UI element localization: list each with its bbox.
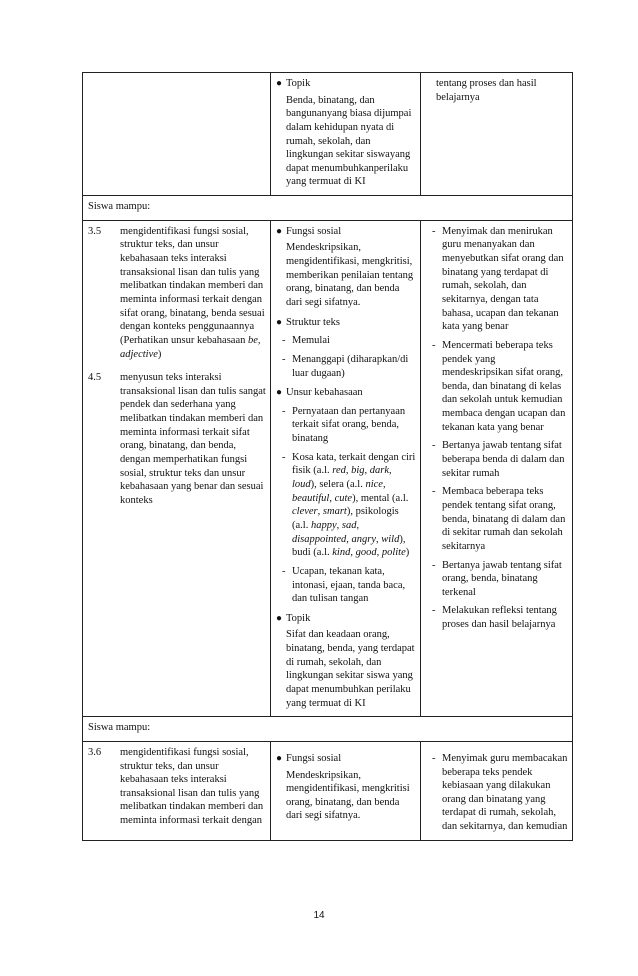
list-item: Pernyataan dan pertanyaan terkait sifat orang, benda, binatang [292, 405, 406, 445]
dash-icon: - [432, 339, 436, 351]
dash-icon: - [432, 225, 436, 237]
table-row [83, 741, 573, 840]
bullet-icon: ● [276, 612, 283, 624]
dash-icon: - [432, 486, 436, 498]
dash-icon: - [282, 353, 286, 365]
list-item: Membaca beberapa teks pendek tentang sifat orang, benda, binatang di dalam dan di sekitar rumah dan sekolah sekitarnya [442, 486, 566, 552]
unsur-title: Unsur kebahasaan [286, 387, 363, 399]
topik-body: Benda, binatang, dan bangunanyang biasa dijumpai dalam kehidupan nyata di rumah, sekolah, dan lingkungan sekitar siswayang dapat menumbuhkanperilaku yang termuat di KI [286, 94, 412, 188]
list-item: Bertanya jawab tentang sifat beberapa benda di dalam dan sekitar rumah [442, 440, 565, 479]
topik-title: Topik [286, 612, 311, 624]
fungsi-title: Fungsi sosial [286, 225, 342, 237]
kd-number: 3.6 [88, 746, 102, 758]
kd-text: menyusun teks interaksi transaksional lisan dan tulis sangat pendek dan sederhana yang melibatkan tindakan memberi dan meminta informasi terkait sifat orang, binatang, dan benda, dengan memperhatikan fungsi sosial, struktur teks dan unsur kebahasaan yang benar dan sesuai konteks [120, 372, 266, 506]
kegiatan-text: tentang proses dan hasil belajarnya [436, 78, 537, 103]
table-row [83, 73, 573, 196]
page-number: 14 [313, 910, 325, 921]
kegiatan-cell [421, 741, 573, 840]
kd-text: mengidentifikasi fungsi sosial, struktur teks, dan unsur kebahasaan teks interaksi transaksional lisan dan tulis yang melibatkan tindakan memberi dan meminta informasi terkait dengan [120, 746, 264, 827]
bullet-icon: ● [276, 78, 283, 89]
list-item: Menanggapi (diharapkan/di luar dugaan) [292, 353, 409, 379]
dash-icon: - [282, 565, 286, 577]
list-item: Ucapan, tekanan kata, intonasi, ejaan, tanda baca, dan tulisan tangan [292, 565, 406, 605]
materi-cell [271, 73, 421, 196]
topik-body: Sifat dan keadaan orang, binatang, benda, yang terdapat di rumah, sekolah, dan lingkungan sekitar siswa yang dapat menumbuhkan perilaku yang termuat di KI [286, 629, 415, 709]
kd-item [88, 225, 266, 361]
list-item: Mencermati beberapa teks pendek yang mendeskripsikan sifat orang, benda, dan binatang di kelas dan sekolah untuk kemudian membaca dengan ucapan dan tekanan kata yang benar [442, 339, 566, 433]
kd-cell [83, 220, 271, 717]
list-item: Memulai [292, 335, 330, 347]
kd-item [88, 371, 266, 507]
list-item: Menyimak guru membacakan beberapa teks pendek kebiasaan yang dilakukan orang dan binatang yang terdapat di rumah, sekolah, dan sekitarnya, dan kemudian [442, 752, 568, 833]
kegiatan-cell [421, 220, 573, 717]
list-item: Bertanya jawab tentang sifat orang, benda, binatang terkenal [442, 559, 562, 598]
materi-cell [271, 741, 421, 840]
kd-text: mengidentifikasi fungsi sosial, struktur teks, dan unsur kebahasaan teks interaksi transaksional lisan dan tulis yang melibatkan tindakan memberi dan meminta informasi terkait dengan sifat orang, binatang, benda sesuai dengan konteks penggunaannya (Perhatikan unsur kebahasaan be, adjective) [120, 225, 265, 360]
fungsi-body: Mendeskripsikan, mengidentifikasi, mengkritisi, memberikan penilaian tentang orang, binatang, dan benda dari segi sifatnya. [286, 242, 414, 308]
struktur-title: Struktur teks [286, 316, 340, 328]
table-row [83, 196, 573, 221]
dash-icon: - [282, 335, 286, 347]
section-header: Siswa mampu: [83, 196, 573, 221]
bullet-icon: ● [276, 225, 283, 237]
kd-number: 4.5 [88, 372, 102, 384]
materi-cell [271, 220, 421, 717]
list-item: Kosa kata, terkait dengan ciri fisik (a.l. red, big, dark, loud), selera (a.l. nice, beautiful, cute), mental (a.l. clever, smart), psikologis (a.l. happy, sad, disappointed, angry, wild), budi (a.l. kind, good, polite) [292, 451, 416, 559]
topik-title: Topik [286, 78, 311, 89]
kegiatan-cell [421, 73, 573, 196]
fungsi-title: Fungsi sosial [286, 752, 342, 764]
dash-icon: - [282, 405, 286, 417]
dash-icon: - [432, 559, 436, 571]
dash-icon: - [432, 752, 436, 764]
fungsi-body: Mendeskripsikan, mengidentifikasi, mengkritisi orang, binatang, dan benda dari segi sifatnya. [286, 769, 410, 822]
kd-number: 3.5 [88, 225, 102, 237]
bullet-icon: ● [276, 752, 283, 764]
table-row [83, 220, 573, 717]
kd-item [88, 746, 266, 828]
dash-icon: - [282, 451, 286, 463]
dash-icon: - [432, 440, 436, 452]
kd-cell [83, 741, 271, 840]
kd-cell [83, 73, 271, 196]
dash-icon: - [432, 605, 436, 617]
list-item: Menyimak dan menirukan guru menanyakan dan menyebutkan sifat orang dan binatang yang terdapat di rumah, sekolah, dan sekitarnya, dengan tata bahasa, ucapan dan tekanan kata yang benar [442, 225, 564, 333]
table-row [83, 717, 573, 742]
syllabus-table [82, 72, 573, 841]
section-header: Siswa mampu: [83, 717, 573, 742]
bullet-icon: ● [276, 387, 283, 399]
bullet-icon: ● [276, 316, 283, 328]
list-item: Melakukan refleksi tentang proses dan hasil belajarnya [442, 605, 557, 631]
